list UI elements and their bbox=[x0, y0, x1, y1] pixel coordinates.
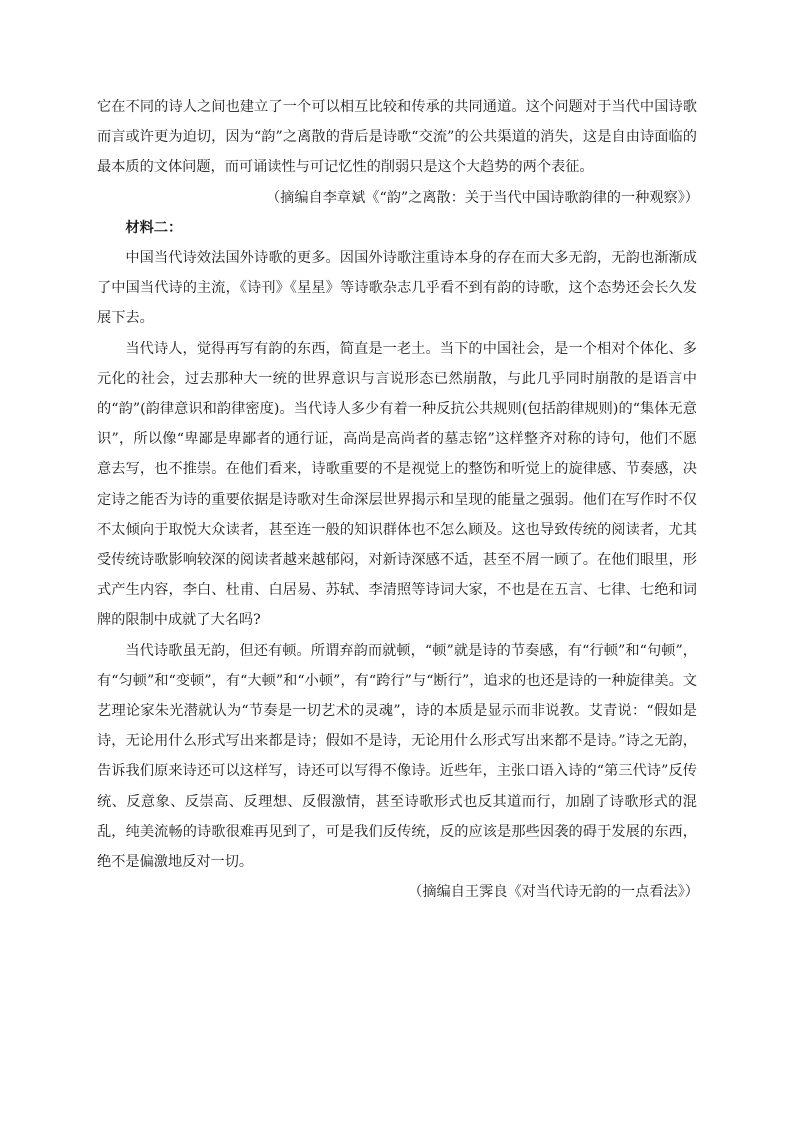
material2-paragraph-1: 中国当代诗效法国外诗歌的更多。因国外诗歌注重诗本身的存在而大多无韵，无韵也渐渐成了中国当代诗的主流，《诗刊》《星星》等诗歌杂志几乎看不到有韵的诗歌，这个态势还会长久发展下去。 bbox=[97, 250, 697, 327]
material1-paragraph-tail: 它在不同的诗人之间也建立了一个可以相互比较和传承的共同通道。这个问题对于当代中国诗歌而言或许更为迫切，因为“韵”之离散的背后是诗歌“交流”的公共渠道的消失，这是自由诗面临的最本质的文体问题，而可诵读性与可记忆性的削弱只是这个大趋势的两个表征。 bbox=[97, 99, 697, 176]
material2-heading: 材料二： bbox=[125, 219, 183, 236]
material1-source: （摘编自李章斌《“韵”之离散：关于当代中国诗歌韵律的一种观察》） bbox=[265, 189, 699, 206]
material2-paragraph-2: 当代诗人，觉得再写有韵的东西，简直是一老土。当下的中国社会，是一个相对个体化、多元化的社会，过去那种大一统的世界意识与言说形态已然崩散，与此几乎同时崩散的是语言中的“韵”(韵律意识和韵律密度)。当代诗人多少有着一种反抗公共规则(包括韵律规则)的“集体无意识”，所以像“卑鄙是卑鄙者的通行证，高尚是高尚者的墓志铭”这样整齐对称的诗句，他们不愿意去写，也不推崇。在他们看来，诗歌重要的不是视觉上的整饬和听觉上的旋律感、节奏感，决定诗之能否为诗的重要依据是诗歌对生命深层世界揭示和呈现的能量之强弱。他们在写作时不仅不太倾向于取悦大众读者，甚至连一般的知识群体也不怎么顾及。这也导致传统的阅读者，尤其受传统诗歌影响较深的阅读者越来越郁闷，对新诗深感不适，甚至不屑一顾了。在他们眼里，形式产生内容，李白、杜甫、白居易、苏轼、李清照等诗词大家，不也是在五言、七律、七绝和词牌的限制中成就了大名吗? bbox=[97, 340, 697, 629]
document-page bbox=[97, 92, 697, 907]
material2-source: （摘编自王霁良《对当代诗无韵的一点看法》） bbox=[408, 884, 699, 901]
material2-paragraph-3: 当代诗歌虽无韵，但还有顿。所谓弃韵而就顿，“顿”就是诗的节奏感，有“行顿”和“句顿”，有“匀顿”和“变顿”，有“大顿”和“小顿”，有“跨行”与“断行”，追求的也还是诗的一种旋律美。文艺理论家朱光潜就认为“节奏是一切艺术的灵魂”，诗的本质是显示而非说教。艾青说：“假如是诗，无论用什么形式写出来都是诗；假如不是诗，无论用什么形式写出来都不是诗。”诗之无韵，告诉我们原来诗还可以这样写，诗还可以写得不像诗。近些年，主张口语入诗的“第三代诗”反传统、反意象、反崇高、反理想、反假激情，甚至诗歌形式也反其道而行，加剧了诗歌形式的混乱，纯美流畅的诗歌很难再见到了，可是我们反传统，反的应该是那些因袭的碍于发展的东西，绝不是偏激地反对一切。 bbox=[97, 642, 697, 871]
